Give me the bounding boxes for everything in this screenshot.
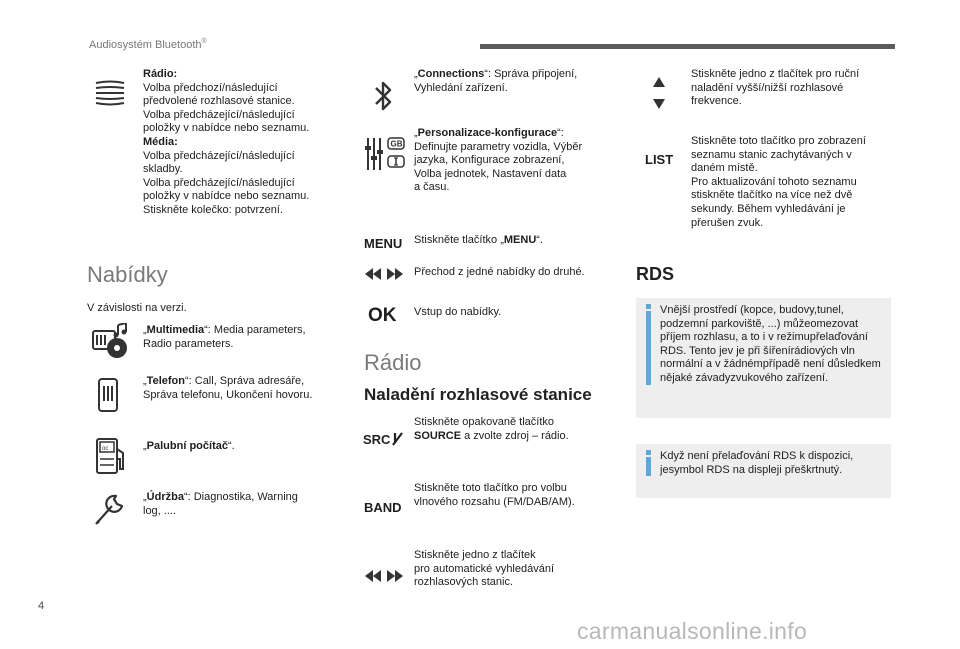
note-text-line: rádiových vln normální a v žádném bbox=[660, 344, 855, 371]
multimedia-icon bbox=[90, 323, 130, 359]
note-text-line: zvukového zařízení. bbox=[730, 371, 829, 384]
wrench-icon bbox=[92, 492, 126, 528]
page-number: 4 bbox=[38, 600, 45, 612]
watermark: carmanualsonline.info bbox=[577, 618, 808, 644]
personalizace-description: „Personalizace-konfigurace“: Definujte parametry vozidla, Výběr jazyka, Konfigurace zobrazení, Volba jednotek, Nastavení data a času. bbox=[414, 127, 583, 194]
note-text-line: tunel, podzemní parkoviště, ...) může bbox=[660, 304, 844, 330]
radio-text-line: Stiskněte kolečko: potvrzení. bbox=[143, 203, 284, 216]
list-text-line: daném místě. bbox=[691, 162, 758, 175]
menu-description: Stiskněte tlačítko „MENU“. bbox=[414, 234, 543, 246]
radio-media-description bbox=[143, 68, 309, 218]
up-down-arrows-icon bbox=[651, 75, 667, 111]
section-heading-nabidky: Nabídky bbox=[87, 262, 168, 287]
settings-sliders-icon bbox=[364, 136, 408, 172]
list-description bbox=[691, 135, 866, 230]
multimedia-description: „Multimedia“: Media parameters, Radio parameters. bbox=[143, 324, 306, 350]
nabidky-intro: V závislosti na verzi. bbox=[87, 302, 187, 314]
info-note-reception bbox=[636, 298, 891, 418]
note-text-line: případě není důsledkem nějaké závady bbox=[660, 358, 881, 384]
menu-button-label: MENU bbox=[364, 236, 403, 251]
header-bar bbox=[480, 44, 895, 49]
list-text-line: přerušen zvuk. bbox=[691, 216, 764, 229]
personalizace-text-line: Volba jednotek, Nastavení data bbox=[414, 167, 567, 180]
gb-label: GB bbox=[390, 139, 403, 149]
note-text-line: přelaďování RDS. Tento jev je při šíření bbox=[660, 331, 868, 357]
fuel-pump-icon bbox=[95, 437, 127, 475]
list-scroll-icon bbox=[93, 80, 127, 106]
list-text-line: stiskněte tlačítko na více než dvě bbox=[691, 189, 853, 202]
personalizace-text-line: jazyka, Konfigurace zobrazení, bbox=[414, 154, 565, 167]
prechod-description: Přechod z jedné nabídky do druhé. bbox=[414, 266, 585, 278]
radio-text-line: Volba předcházející/následující bbox=[143, 149, 295, 162]
note-reception-text bbox=[660, 304, 891, 386]
radio-text-line: položky v nabídce nebo seznamu. bbox=[143, 190, 310, 203]
list-text-line: seznamu stanic zachytávaných v bbox=[691, 148, 852, 161]
list-text-line: Stiskněte toto tlačítko pro zobrazení bbox=[691, 135, 866, 147]
radio-text-line: Volba předcházející/následující bbox=[143, 176, 295, 189]
note-text-line: Vnější prostředí (kopce, budovy, bbox=[660, 304, 817, 316]
band-button-label: BAND bbox=[364, 500, 402, 515]
list-text-line: sekundy. Během vyhledávání je bbox=[691, 202, 846, 215]
note-text-line: Když není přelaďování RDS k dispozici, je bbox=[660, 450, 854, 476]
manual-tuning-description: Stiskněte jedno z tlačítek pro ruční naladění vyšší/nižší rozhlasové frekvence. bbox=[691, 68, 860, 108]
telefon-description: „Telefon“: Call, Správa adresáře, Správa telefonu, Ukončení hovoru. bbox=[143, 375, 313, 401]
note-text-line: symbol RDS na displeji přeškrtnutý. bbox=[668, 463, 843, 476]
list-button-label: LIST bbox=[645, 152, 674, 167]
ok-button-label: OK bbox=[368, 305, 397, 326]
personalizace-text-line: a času. bbox=[414, 181, 450, 194]
info-note-rds bbox=[636, 444, 891, 498]
radio-text-line: položky v nabídce nebo seznamu. bbox=[143, 122, 310, 135]
svg-text:oc: oc bbox=[102, 446, 109, 452]
auto-search-description: Stiskněte jedno z tlačítek pro automatické vyhledávání rozhlasových stanic. bbox=[414, 549, 555, 589]
radio-text-line: skladby. bbox=[143, 163, 183, 176]
phone-icon bbox=[97, 377, 119, 413]
vstup-description: Vstup do nabídky. bbox=[414, 306, 502, 318]
list-text-line: Pro aktualizování tohoto seznamu bbox=[691, 175, 857, 188]
personalizace-text-line: Definujte parametry vozidla, Výběr bbox=[414, 140, 583, 153]
running-header: Audiosystém Bluetooth® bbox=[89, 38, 207, 51]
note-text-line: omezovat příjem rozhlasu, a to i v režimu bbox=[660, 317, 859, 344]
radio-text-line: Rádio: bbox=[143, 68, 178, 80]
palubni-pocitac-description: „Palubní počítač“. bbox=[143, 440, 235, 452]
radio-text-line: Volba předcházející/následující bbox=[143, 108, 295, 121]
seek-arrows-icon bbox=[363, 568, 405, 584]
radio-text-line: Volba předchozí/následující bbox=[143, 81, 278, 94]
src-description: Stiskněte opakovaně tlačítko SOURCE a zvolte zdroj – rádio. bbox=[414, 416, 569, 442]
src-button-icon bbox=[362, 430, 408, 448]
section-heading-radio: Rádio bbox=[364, 350, 422, 375]
radio-text-line: Média: bbox=[143, 135, 178, 148]
connections-description: „Connections“: Správa připojení, Vyhledání zařízení. bbox=[414, 68, 578, 94]
note-rds-text bbox=[660, 450, 891, 477]
section-heading-rds: RDS bbox=[636, 264, 675, 284]
bluetooth-icon bbox=[373, 78, 395, 114]
radio-text-line: předvolené rozhlasové stanice. bbox=[143, 95, 295, 108]
prev-next-arrows-icon bbox=[363, 266, 405, 282]
section-heading-naladeni: Naladění rozhlasové stanice bbox=[364, 385, 592, 404]
src-label: SRC bbox=[363, 432, 391, 447]
band-description: Stiskněte toto tlačítko pro volbu vlnového rozsahu (FM/DAB/AM). bbox=[414, 482, 575, 508]
udrzba-description: „Údržba“: Diagnostika, Warning log, .... bbox=[143, 491, 298, 517]
info-icon bbox=[646, 450, 651, 476]
info-icon bbox=[646, 304, 651, 385]
